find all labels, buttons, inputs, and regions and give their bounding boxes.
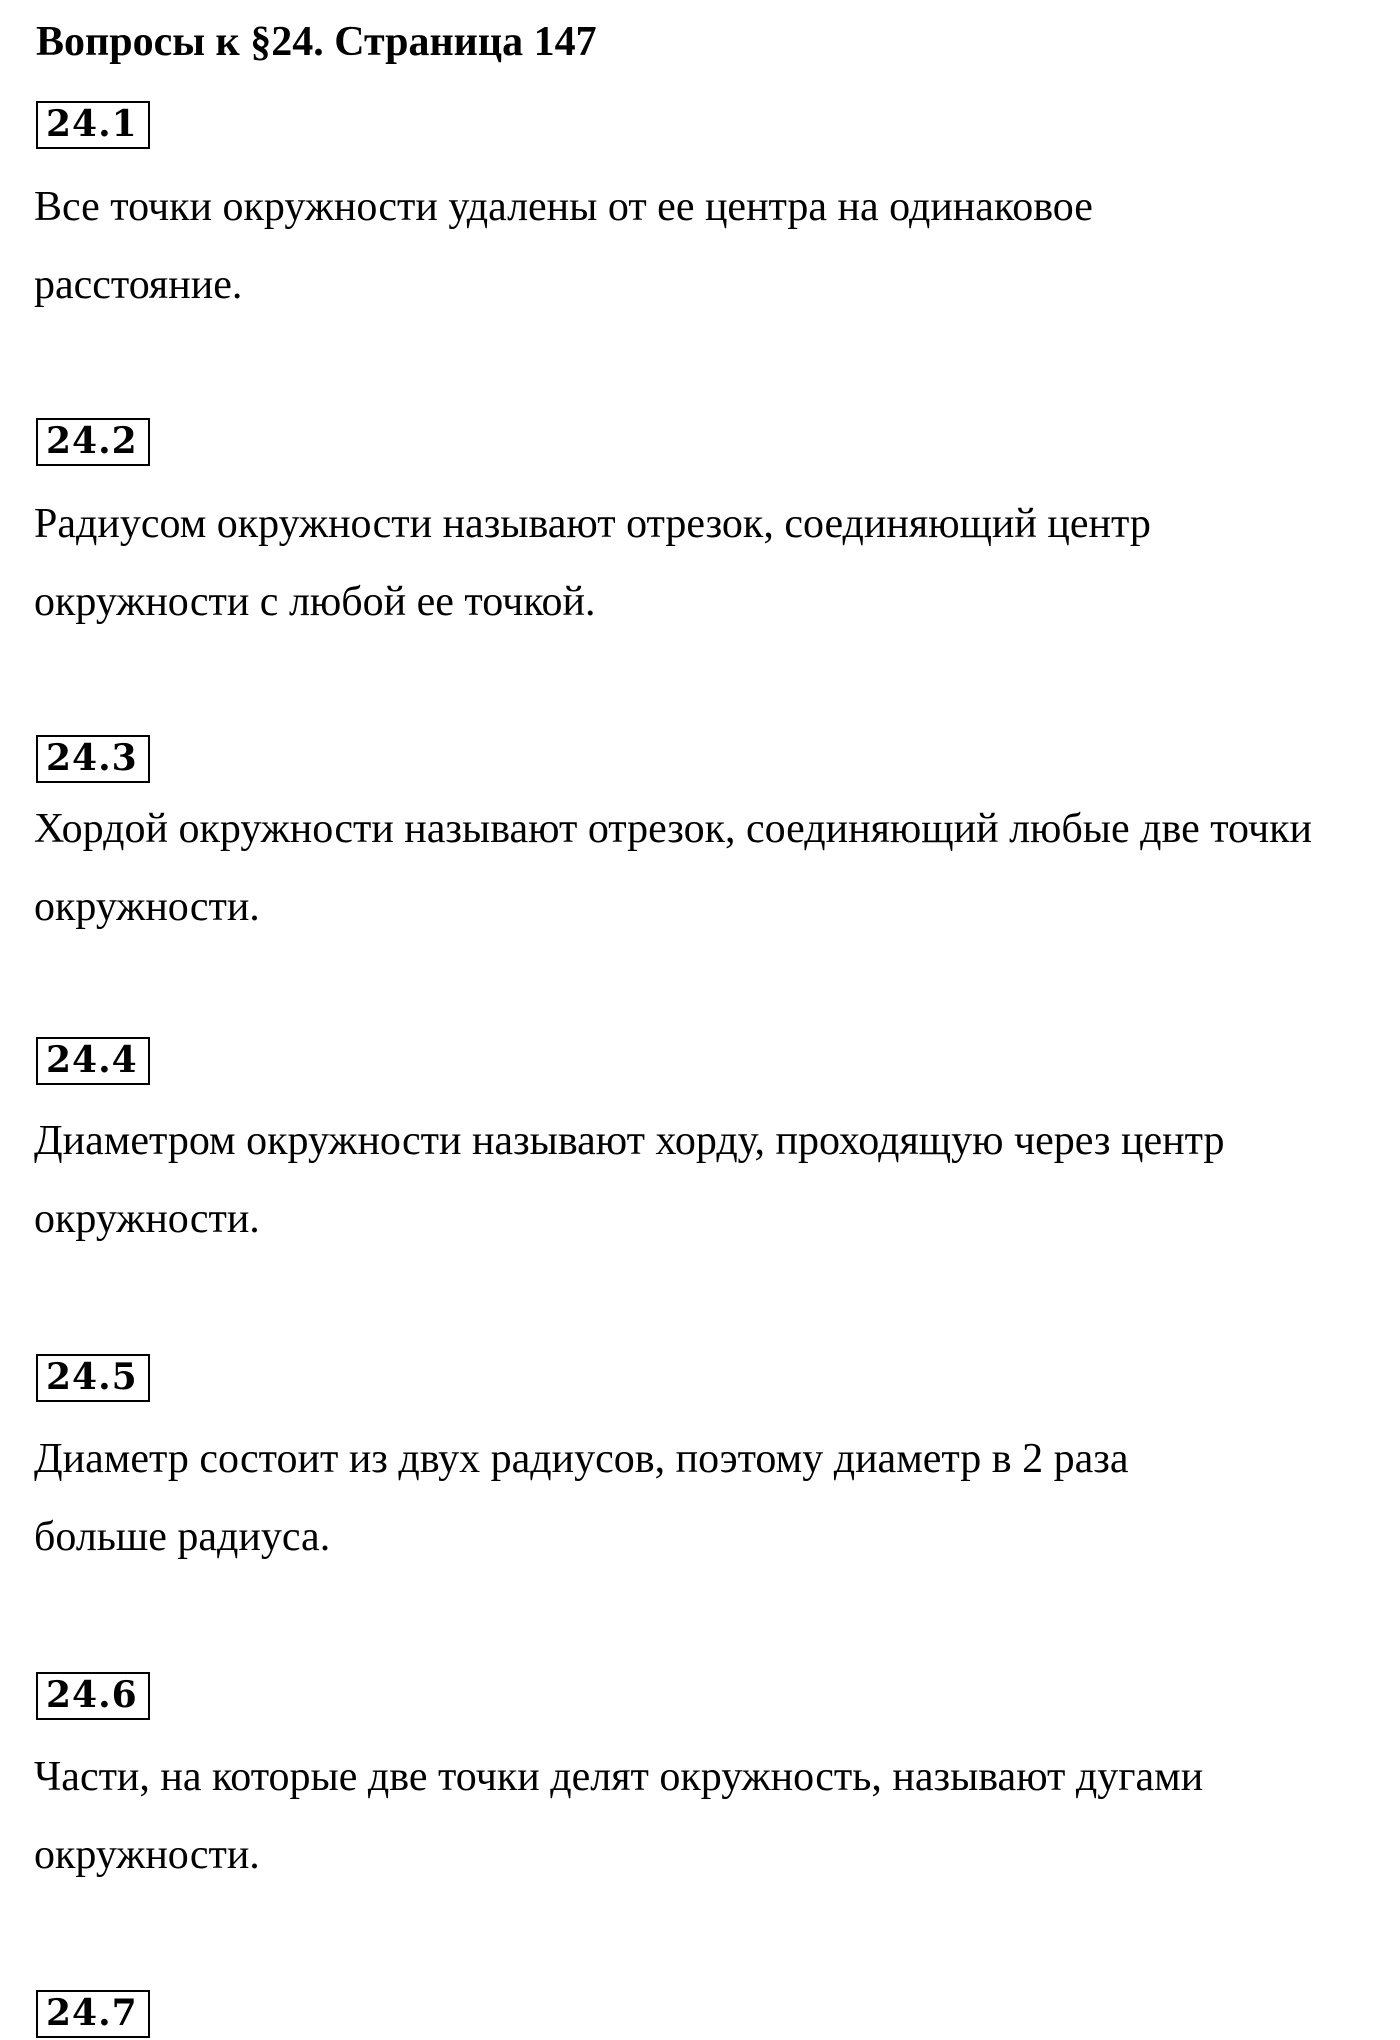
question-answer: Радиусом окружности называют отрезок, соединяющий центр окружности с любой ее точкой. bbox=[34, 501, 1151, 625]
page-title: Вопросы к §24. Страница 147 bbox=[36, 19, 597, 65]
question-number: 24.2 bbox=[36, 418, 150, 466]
question-answer: Диаметр состоит из двух радиусов, поэтому диаметр в 2 раза больше радиуса. bbox=[34, 1436, 1129, 1560]
question-number: 24.7 bbox=[36, 1990, 150, 2038]
question-answer: Диаметром окружности называют хорду, проходящую через центр окружности. bbox=[34, 1118, 1225, 1242]
question-answer: Части, на которые две точки делят окружность, называют дугами окружности. bbox=[34, 1754, 1204, 1878]
question-answer: Все точки окружности удалены от ее центра на одинаковое расстояние. bbox=[34, 184, 1093, 308]
question-number: 24.3 bbox=[36, 735, 150, 783]
question-number: 24.6 bbox=[36, 1672, 150, 1720]
question-number: 24.1 bbox=[36, 101, 150, 149]
question-answer: Хордой окружности называют отрезок, соединяющий любые две точки окружности. bbox=[34, 806, 1312, 930]
question-number: 24.5 bbox=[36, 1354, 150, 1402]
question-number: 24.4 bbox=[36, 1037, 150, 1085]
